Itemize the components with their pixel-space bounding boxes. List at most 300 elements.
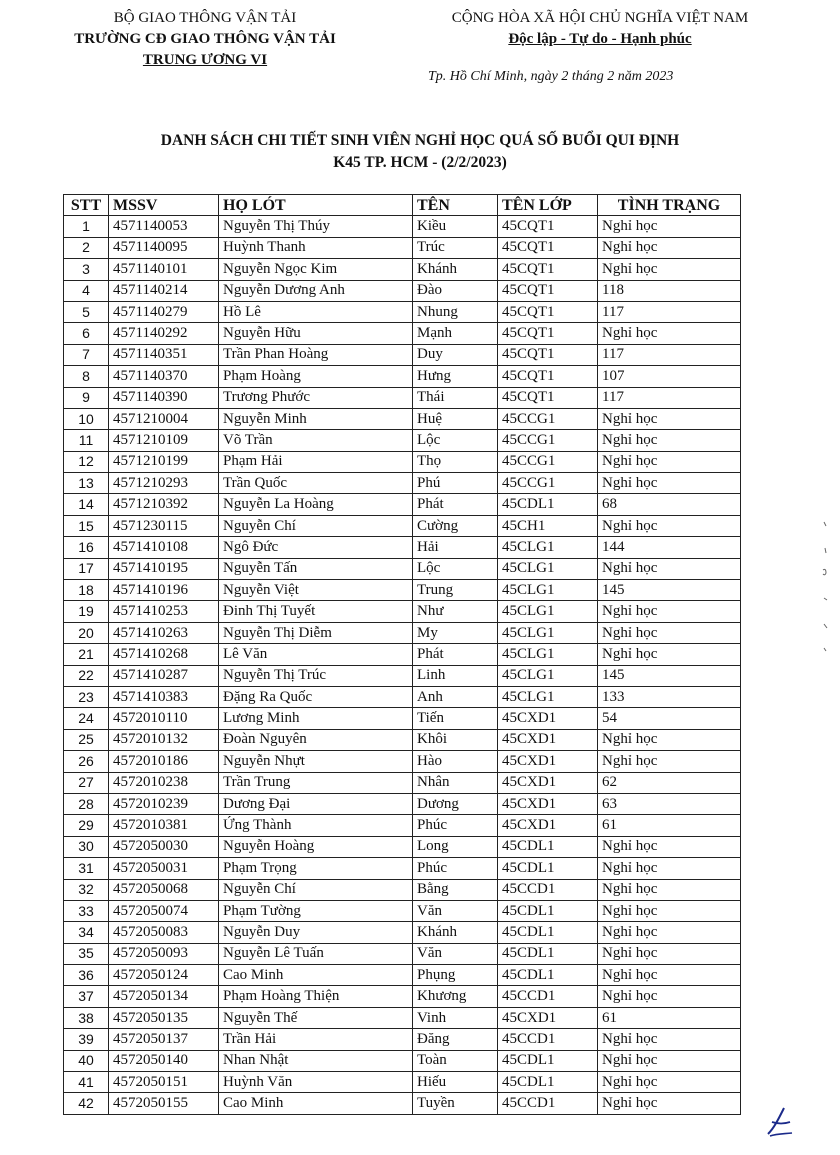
cell-ten: Trúc [413, 237, 498, 258]
cell-stt: 3 [64, 259, 109, 280]
cell-tinh-trang: 54 [598, 708, 741, 729]
cell-tinh-trang: Nghỉ học [598, 922, 741, 943]
cell-ten-lop: 45CLG1 [498, 622, 598, 643]
cell-tinh-trang: 144 [598, 537, 741, 558]
cell-stt: 24 [64, 708, 109, 729]
cell-stt: 25 [64, 729, 109, 750]
cell-tinh-trang: Nghỉ học [598, 900, 741, 921]
cell-mssv: 4571410383 [109, 686, 219, 707]
cell-stt: 12 [64, 451, 109, 472]
cell-ho-lot: Huỳnh Văn [219, 1072, 413, 1093]
cell-ten: Trung [413, 580, 498, 601]
cell-ten: Văn [413, 943, 498, 964]
cell-ho-lot: Nguyễn Lê Tuấn [219, 943, 413, 964]
cell-tinh-trang: Nghỉ học [598, 408, 741, 429]
cell-ten-lop: 45CXD1 [498, 793, 598, 814]
cell-stt: 21 [64, 644, 109, 665]
cell-ho-lot: Nguyễn Việt [219, 580, 413, 601]
cell-tinh-trang: Nghỉ học [598, 751, 741, 772]
table-row [64, 1007, 741, 1028]
cell-ho-lot: Nguyễn Chí [219, 515, 413, 536]
cell-ten: Hào [413, 751, 498, 772]
table-row [64, 430, 741, 451]
cell-ho-lot: Đinh Thị Tuyết [219, 601, 413, 622]
cell-ho-lot: Trần Trung [219, 772, 413, 793]
cell-ten-lop: 45CCG1 [498, 430, 598, 451]
cell-tinh-trang: 145 [598, 580, 741, 601]
school-suffix: TRUNG ƯƠNG VI [142, 52, 268, 68]
table-row [64, 772, 741, 793]
cell-tinh-trang: Nghỉ học [598, 601, 741, 622]
cell-ho-lot: Phạm Tường [219, 900, 413, 921]
cell-stt: 27 [64, 772, 109, 793]
cell-ten-lop: 45CQT1 [498, 323, 598, 344]
cell-mssv: 4571410263 [109, 622, 219, 643]
cell-mssv: 4572050074 [109, 900, 219, 921]
table-header-row [64, 195, 741, 216]
cell-tinh-trang: Nghỉ học [598, 1072, 741, 1093]
cell-ten: Khôi [413, 729, 498, 750]
col-header-ten: TÊN [413, 195, 498, 216]
cell-ho-lot: Nguyễn Thị Thúy [219, 216, 413, 237]
cell-tinh-trang: Nghỉ học [598, 216, 741, 237]
table-row [64, 387, 741, 408]
cell-ten-lop: 45CLG1 [498, 644, 598, 665]
table-row [64, 580, 741, 601]
cell-ho-lot: Nguyễn Duy [219, 922, 413, 943]
cell-ho-lot: Cao Minh [219, 1093, 413, 1114]
table-row [64, 473, 741, 494]
table-row [64, 216, 741, 237]
cell-ten-lop: 45CH1 [498, 515, 598, 536]
cell-ho-lot: Nguyễn La Hoàng [219, 494, 413, 515]
national-header [380, 8, 820, 50]
title-line-1: DANH SÁCH CHI TIẾT SINH VIÊN NGHỈ HỌC QUÁ SỐ BUỔI QUI ĐỊNH [160, 132, 680, 149]
cell-ten: Toàn [413, 1050, 498, 1071]
cell-ho-lot: Trần Quốc [219, 473, 413, 494]
cell-stt: 2 [64, 237, 109, 258]
cell-stt: 36 [64, 965, 109, 986]
cell-stt: 9 [64, 387, 109, 408]
cell-ten-lop: 45CLG1 [498, 558, 598, 579]
cell-ten: Tuyền [413, 1093, 498, 1114]
table-row [64, 729, 741, 750]
cell-mssv: 4571210293 [109, 473, 219, 494]
table-row [64, 280, 741, 301]
cell-stt: 6 [64, 323, 109, 344]
cell-stt: 33 [64, 900, 109, 921]
cell-tinh-trang: 62 [598, 772, 741, 793]
cell-ten-lop: 45CDL1 [498, 900, 598, 921]
signature-mark [760, 1100, 800, 1140]
cell-ho-lot: Cao Minh [219, 965, 413, 986]
table-row [64, 858, 741, 879]
cell-ten: My [413, 622, 498, 643]
cell-ten-lop: 45CCD1 [498, 1029, 598, 1050]
cell-ho-lot: Trương Phước [219, 387, 413, 408]
table-row [64, 965, 741, 986]
cell-ten: Nhân [413, 772, 498, 793]
cell-stt: 29 [64, 815, 109, 836]
cell-stt: 13 [64, 473, 109, 494]
cell-ten: Phúc [413, 858, 498, 879]
table-row [64, 708, 741, 729]
cell-stt: 19 [64, 601, 109, 622]
cell-mssv: 4572050137 [109, 1029, 219, 1050]
cell-mssv: 4572050030 [109, 836, 219, 857]
cell-tinh-trang: 61 [598, 1007, 741, 1028]
cell-ten-lop: 45CQT1 [498, 216, 598, 237]
cell-tinh-trang: Nghỉ học [598, 986, 741, 1007]
cell-stt: 37 [64, 986, 109, 1007]
table-row [64, 793, 741, 814]
cell-ten-lop: 45CQT1 [498, 237, 598, 258]
cell-ho-lot: Đoàn Nguyên [219, 729, 413, 750]
cell-mssv: 4571140214 [109, 280, 219, 301]
cell-ten: Bằng [413, 879, 498, 900]
cell-stt: 15 [64, 515, 109, 536]
title-line-2: K45 TP. HCM - (2/2/2023) [333, 154, 507, 171]
table-body [64, 216, 741, 1114]
cell-ten: Tiến [413, 708, 498, 729]
table-row [64, 601, 741, 622]
ministry-name: BỘ GIAO THÔNG VẬN TẢI [113, 10, 297, 26]
cell-ten-lop: 45CQT1 [498, 366, 598, 387]
cell-stt: 26 [64, 751, 109, 772]
cell-mssv: 4572010132 [109, 729, 219, 750]
cell-ten-lop: 45CQT1 [498, 259, 598, 280]
cell-tinh-trang: Nghỉ học [598, 729, 741, 750]
cell-stt: 5 [64, 301, 109, 322]
cell-ten: Nhung [413, 301, 498, 322]
cell-ten: Cường [413, 515, 498, 536]
table-row [64, 1029, 741, 1050]
cell-stt: 23 [64, 686, 109, 707]
cell-ten: Duy [413, 344, 498, 365]
cell-ho-lot: Nguyễn Ngọc Kim [219, 259, 413, 280]
cell-ten-lop: 45CCD1 [498, 1093, 598, 1114]
cell-ten: Hiếu [413, 1072, 498, 1093]
cell-stt: 30 [64, 836, 109, 857]
cell-ten: Phúc [413, 815, 498, 836]
cell-tinh-trang: Nghỉ học [598, 451, 741, 472]
table-row [64, 665, 741, 686]
cell-ten: Đào [413, 280, 498, 301]
cell-tinh-trang: 107 [598, 366, 741, 387]
table-row [64, 879, 741, 900]
cell-ten-lop: 45CXD1 [498, 708, 598, 729]
cell-ten: Thái [413, 387, 498, 408]
cell-ten: Văn [413, 900, 498, 921]
cell-mssv: 4571410196 [109, 580, 219, 601]
cell-ten-lop: 45CDL1 [498, 858, 598, 879]
col-header-ten-lop: TÊN LỚP [498, 195, 598, 216]
table-row [64, 323, 741, 344]
cell-mssv: 4572050068 [109, 879, 219, 900]
cell-mssv: 4572010239 [109, 793, 219, 814]
cell-tinh-trang: 117 [598, 344, 741, 365]
cell-ten-lop: 45CDL1 [498, 836, 598, 857]
table-row [64, 1050, 741, 1071]
table-row [64, 366, 741, 387]
cell-mssv: 4571210109 [109, 430, 219, 451]
table-row [64, 1093, 741, 1114]
cell-stt: 38 [64, 1007, 109, 1028]
cell-ho-lot: Ngô Đức [219, 537, 413, 558]
cell-ten-lop: 45CDL1 [498, 922, 598, 943]
cell-ho-lot: Huỳnh Thanh [219, 237, 413, 258]
cell-mssv: 4572050140 [109, 1050, 219, 1071]
cell-ten: Như [413, 601, 498, 622]
cell-ten-lop: 45CXD1 [498, 751, 598, 772]
table-row [64, 922, 741, 943]
cell-stt: 34 [64, 922, 109, 943]
cell-tinh-trang: Nghỉ học [598, 430, 741, 451]
cell-mssv: 4571410268 [109, 644, 219, 665]
cell-ho-lot: Nguyễn Hữu [219, 323, 413, 344]
cell-mssv: 4572050083 [109, 922, 219, 943]
cell-mssv: 4571140390 [109, 387, 219, 408]
col-header-stt: STT [64, 195, 109, 216]
cell-ten-lop: 45CXD1 [498, 1007, 598, 1028]
table-row [64, 537, 741, 558]
table-row [64, 815, 741, 836]
cell-mssv: 4571140351 [109, 344, 219, 365]
cell-stt: 10 [64, 408, 109, 429]
cell-stt: 40 [64, 1050, 109, 1071]
cell-ho-lot: Nhan Nhật [219, 1050, 413, 1071]
cell-ho-lot: Nguyễn Thị Diễm [219, 622, 413, 643]
cell-ho-lot: Đặng Ra Quốc [219, 686, 413, 707]
document-date: Tp. Hồ Chí Minh, ngày 2 tháng 2 năm 2023 [428, 69, 674, 84]
table-row [64, 451, 741, 472]
table-row [64, 622, 741, 643]
student-table [63, 194, 741, 1115]
cell-mssv: 4571140279 [109, 301, 219, 322]
cell-ho-lot: Nguyễn Tấn [219, 558, 413, 579]
cell-mssv: 4572050031 [109, 858, 219, 879]
cell-ten-lop: 45CLG1 [498, 686, 598, 707]
cell-ten-lop: 45CLG1 [498, 665, 598, 686]
cell-stt: 16 [64, 537, 109, 558]
cell-ho-lot: Lê Văn [219, 644, 413, 665]
cell-ten-lop: 45CDL1 [498, 1072, 598, 1093]
cell-tinh-trang: Nghỉ học [598, 943, 741, 964]
cell-ten-lop: 45CCG1 [498, 473, 598, 494]
cell-stt: 1 [64, 216, 109, 237]
cell-stt: 31 [64, 858, 109, 879]
cell-mssv: 4572050151 [109, 1072, 219, 1093]
cell-ten-lop: 45CQT1 [498, 280, 598, 301]
cell-mssv: 4571410195 [109, 558, 219, 579]
cell-tinh-trang: 117 [598, 387, 741, 408]
cell-ten-lop: 45CLG1 [498, 537, 598, 558]
cell-ho-lot: Phạm Hoàng Thiện [219, 986, 413, 1007]
table-row [64, 259, 741, 280]
cell-stt: 4 [64, 280, 109, 301]
cell-ten: Anh [413, 686, 498, 707]
cell-mssv: 4572050093 [109, 943, 219, 964]
table-row [64, 494, 741, 515]
cell-tinh-trang: 145 [598, 665, 741, 686]
cell-ten: Phụng [413, 965, 498, 986]
cell-ten: Vinh [413, 1007, 498, 1028]
cell-tinh-trang: Nghỉ học [598, 644, 741, 665]
cell-ten: Khương [413, 986, 498, 1007]
cell-tinh-trang: 61 [598, 815, 741, 836]
col-header-mssv: MSSV [109, 195, 219, 216]
cell-ten: Lộc [413, 558, 498, 579]
cell-stt: 32 [64, 879, 109, 900]
cell-tinh-trang: Nghỉ học [598, 836, 741, 857]
cell-ten: Linh [413, 665, 498, 686]
table-row [64, 986, 741, 1007]
margin-marks [818, 520, 832, 670]
cell-stt: 7 [64, 344, 109, 365]
cell-mssv: 4572010186 [109, 751, 219, 772]
cell-ho-lot: Nguyễn Dương Anh [219, 280, 413, 301]
cell-ho-lot: Phạm Hải [219, 451, 413, 472]
cell-tinh-trang: 63 [598, 793, 741, 814]
cell-ten-lop: 45CQT1 [498, 344, 598, 365]
col-header-ho-lot: HỌ LÓT [219, 195, 413, 216]
cell-stt: 8 [64, 366, 109, 387]
cell-tinh-trang: Nghỉ học [598, 858, 741, 879]
cell-ten-lop: 45CCD1 [498, 879, 598, 900]
cell-tinh-trang: Nghỉ học [598, 879, 741, 900]
cell-ten: Đăng [413, 1029, 498, 1050]
cell-ten-lop: 45CLG1 [498, 601, 598, 622]
cell-ten-lop: 45CXD1 [498, 815, 598, 836]
cell-ten-lop: 45CXD1 [498, 729, 598, 750]
school-name: TRƯỜNG CĐ GIAO THÔNG VẬN TẢI [74, 31, 336, 47]
table-row [64, 686, 741, 707]
table-row [64, 644, 741, 665]
cell-ho-lot: Lương Minh [219, 708, 413, 729]
cell-ten: Dương [413, 793, 498, 814]
cell-tinh-trang: Nghỉ học [598, 1050, 741, 1071]
cell-mssv: 4572010238 [109, 772, 219, 793]
ministry-header [40, 8, 370, 71]
cell-mssv: 4572050124 [109, 965, 219, 986]
cell-ten: Hưng [413, 366, 498, 387]
cell-ho-lot: Nguyễn Thị Trúc [219, 665, 413, 686]
cell-ten-lop: 45CCG1 [498, 408, 598, 429]
table-row [64, 237, 741, 258]
cell-stt: 17 [64, 558, 109, 579]
table-row [64, 751, 741, 772]
cell-stt: 39 [64, 1029, 109, 1050]
cell-ten: Khánh [413, 259, 498, 280]
cell-ten-lop: 45CDL1 [498, 1050, 598, 1071]
table-row [64, 943, 741, 964]
cell-stt: 18 [64, 580, 109, 601]
cell-tinh-trang: Nghỉ học [598, 558, 741, 579]
cell-mssv: 4571410253 [109, 601, 219, 622]
table-row [64, 900, 741, 921]
cell-mssv: 4572010381 [109, 815, 219, 836]
document-title [40, 130, 800, 174]
cell-ho-lot: Phạm Hoàng [219, 366, 413, 387]
cell-stt: 14 [64, 494, 109, 515]
cell-ten: Huệ [413, 408, 498, 429]
cell-ten: Phú [413, 473, 498, 494]
cell-tinh-trang: Nghỉ học [598, 473, 741, 494]
cell-tinh-trang: Nghỉ học [598, 1093, 741, 1114]
cell-tinh-trang: 118 [598, 280, 741, 301]
cell-stt: 42 [64, 1093, 109, 1114]
cell-ho-lot: Dương Đại [219, 793, 413, 814]
cell-tinh-trang: Nghỉ học [598, 259, 741, 280]
cell-mssv: 4571140370 [109, 366, 219, 387]
cell-mssv: 4571230115 [109, 515, 219, 536]
cell-ho-lot: Nguyễn Thế [219, 1007, 413, 1028]
cell-ho-lot: Trần Phan Hoàng [219, 344, 413, 365]
cell-ten-lop: 45CQT1 [498, 387, 598, 408]
cell-tinh-trang: Nghỉ học [598, 622, 741, 643]
cell-tinh-trang: 133 [598, 686, 741, 707]
table-row [64, 301, 741, 322]
cell-mssv: 4571140053 [109, 216, 219, 237]
table-row [64, 515, 741, 536]
cell-mssv: 4571140095 [109, 237, 219, 258]
cell-stt: 11 [64, 430, 109, 451]
cell-ten-lop: 45CQT1 [498, 301, 598, 322]
cell-ten-lop: 45CXD1 [498, 772, 598, 793]
cell-mssv: 4571210199 [109, 451, 219, 472]
national-motto: Độc lập - Tự do - Hạnh phúc [508, 31, 692, 47]
cell-stt: 41 [64, 1072, 109, 1093]
cell-tinh-trang: Nghỉ học [598, 965, 741, 986]
cell-tinh-trang: Nghỉ học [598, 323, 741, 344]
cell-ho-lot: Nguyễn Nhựt [219, 751, 413, 772]
cell-mssv: 4571210004 [109, 408, 219, 429]
cell-ten: Long [413, 836, 498, 857]
cell-mssv: 4572050135 [109, 1007, 219, 1028]
cell-ten-lop: 45CDL1 [498, 965, 598, 986]
cell-stt: 20 [64, 622, 109, 643]
table-row [64, 836, 741, 857]
cell-stt: 28 [64, 793, 109, 814]
table-row [64, 558, 741, 579]
cell-ho-lot: Ứng Thành [219, 815, 413, 836]
cell-ten-lop: 45CDL1 [498, 494, 598, 515]
cell-ten: Phát [413, 644, 498, 665]
cell-ten: Kiều [413, 216, 498, 237]
cell-mssv: 4571140101 [109, 259, 219, 280]
cell-ten: Mạnh [413, 323, 498, 344]
cell-tinh-trang: 117 [598, 301, 741, 322]
cell-tinh-trang: 68 [598, 494, 741, 515]
cell-ten-lop: 45CDL1 [498, 943, 598, 964]
cell-ho-lot: Võ Trần [219, 430, 413, 451]
cell-stt: 35 [64, 943, 109, 964]
cell-ten-lop: 45CCG1 [498, 451, 598, 472]
table-row [64, 1072, 741, 1093]
cell-ho-lot: Nguyễn Minh [219, 408, 413, 429]
cell-ho-lot: Hồ Lê [219, 301, 413, 322]
cell-ten: Khánh [413, 922, 498, 943]
cell-mssv: 4571410108 [109, 537, 219, 558]
cell-ho-lot: Trần Hải [219, 1029, 413, 1050]
national-title: CỘNG HÒA XÃ HỘI CHỦ NGHĨA VIỆT NAM [451, 10, 749, 26]
cell-mssv: 4571410287 [109, 665, 219, 686]
cell-mssv: 4572010110 [109, 708, 219, 729]
table-row [64, 344, 741, 365]
cell-ho-lot: Nguyễn Chí [219, 879, 413, 900]
cell-mssv: 4571140292 [109, 323, 219, 344]
cell-ten: Hải [413, 537, 498, 558]
